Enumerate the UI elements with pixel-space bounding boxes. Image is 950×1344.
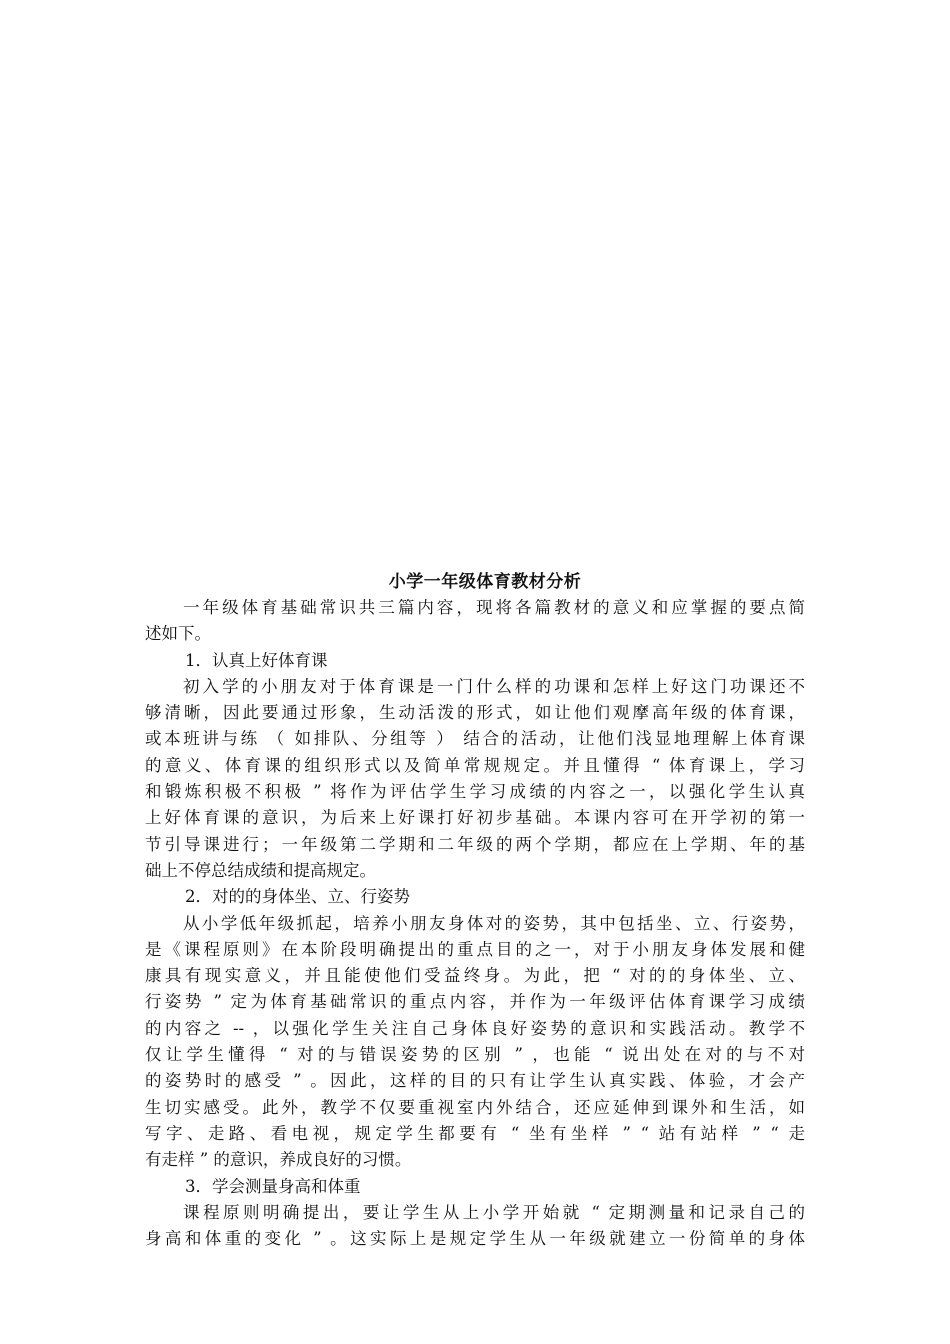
document-title: 小学一年级体育教材分析: [388, 572, 582, 592]
paragraph-line: 的姿势时的感受 ” 。因此，这样的目的只有让学生认真实践、体验，才会产: [145, 1071, 805, 1091]
paragraph-line: 节引导课进行；一年级第二学期和二年级的两个学期，都应在上学期、年的基: [145, 834, 805, 854]
paragraph-line: 身高和体重的变化 ” 。这实际上是规定学生从一年级就建立一份简单的身体: [145, 1229, 805, 1249]
paragraph-line: 仅让学生懂得 “ 对的与错误姿势的区别 ” ，也能 “ 说出处在对的与不对: [145, 1045, 805, 1065]
paragraph-line: 础上不停总结成绩和提高规定。: [145, 860, 376, 880]
paragraph-line: 够清晰，因此要通过形象，生动活泼的形式，如让他们观摩高年级的体育课，: [145, 703, 805, 723]
paragraph-line: 康具有现实意义，并且能使他们受益终身。为此，把 “ 对的的身体坐、立、: [145, 966, 805, 986]
paragraph-line: 从小学低年级抓起，培养小朋友身体对的姿势，其中包括坐、立、行姿势，: [183, 913, 805, 933]
paragraph-line: 生切实感受。此外，教学不仅要重视室内外结合，还应延伸到课外和生活，如: [145, 1097, 805, 1117]
paragraph-line: 和锻炼积极不积极 ” 将作为评估学生学习成绩的内容之一，以强化学生认真: [145, 782, 805, 802]
document-body: [145, 569, 805, 1252]
section-heading: 3．学会测量身高和体重: [185, 1176, 361, 1196]
paragraph-line: 的内容之 -- ，以强化学生关注自己身体良好姿势的意识和实践活动。教学不: [145, 1018, 805, 1038]
paragraph-line: 写字、走路、看电视，规定学生都要有 “ 坐有坐样 ” “ 站有站样 ” “ 走: [145, 1123, 805, 1143]
section-heading: 2．对的的身体坐、立、行姿势: [185, 887, 410, 907]
paragraph-line: 初入学的小朋友对于体育课是一门什么样的功课和怎样上好这门功课还不: [183, 676, 805, 696]
paragraph-line: 述如下。: [145, 624, 211, 644]
paragraph-line: 上好体育课的意识，为后来上好课打好初步基础。本课内容可在开学初的第一: [145, 808, 805, 828]
paragraph-line: 行姿势 ” 定为体育基础常识的重点内容，并作为一年级评估体育课学习成绩: [145, 992, 805, 1012]
paragraph-line: 一年级体育基础常识共三篇内容，现将各篇教材的意义和应掌握的要点简: [183, 598, 805, 617]
paragraph-line: 的意义、体育课的组织形式以及简单常规规定。并且懂得 “ 体育课上，学习: [145, 755, 805, 775]
section-heading: 1．认真上好体育课: [185, 650, 328, 670]
paragraph-line: 或本班讲与练 （ 如排队、分组等 ） 结合的活动，让他们浅显地理解上体育课: [145, 729, 805, 749]
paragraph-line: 有走样 ” 的意识，养成良好的习惯。: [145, 1150, 412, 1170]
paragraph-line: 课程原则明确提出，要让学生从上小学开始就 “ 定期测量和记录自己的: [183, 1202, 805, 1222]
paragraph-line: 是《课程原则》在本阶段明确提出的重点目的之一，对于小朋友身体发展和健: [145, 939, 805, 959]
